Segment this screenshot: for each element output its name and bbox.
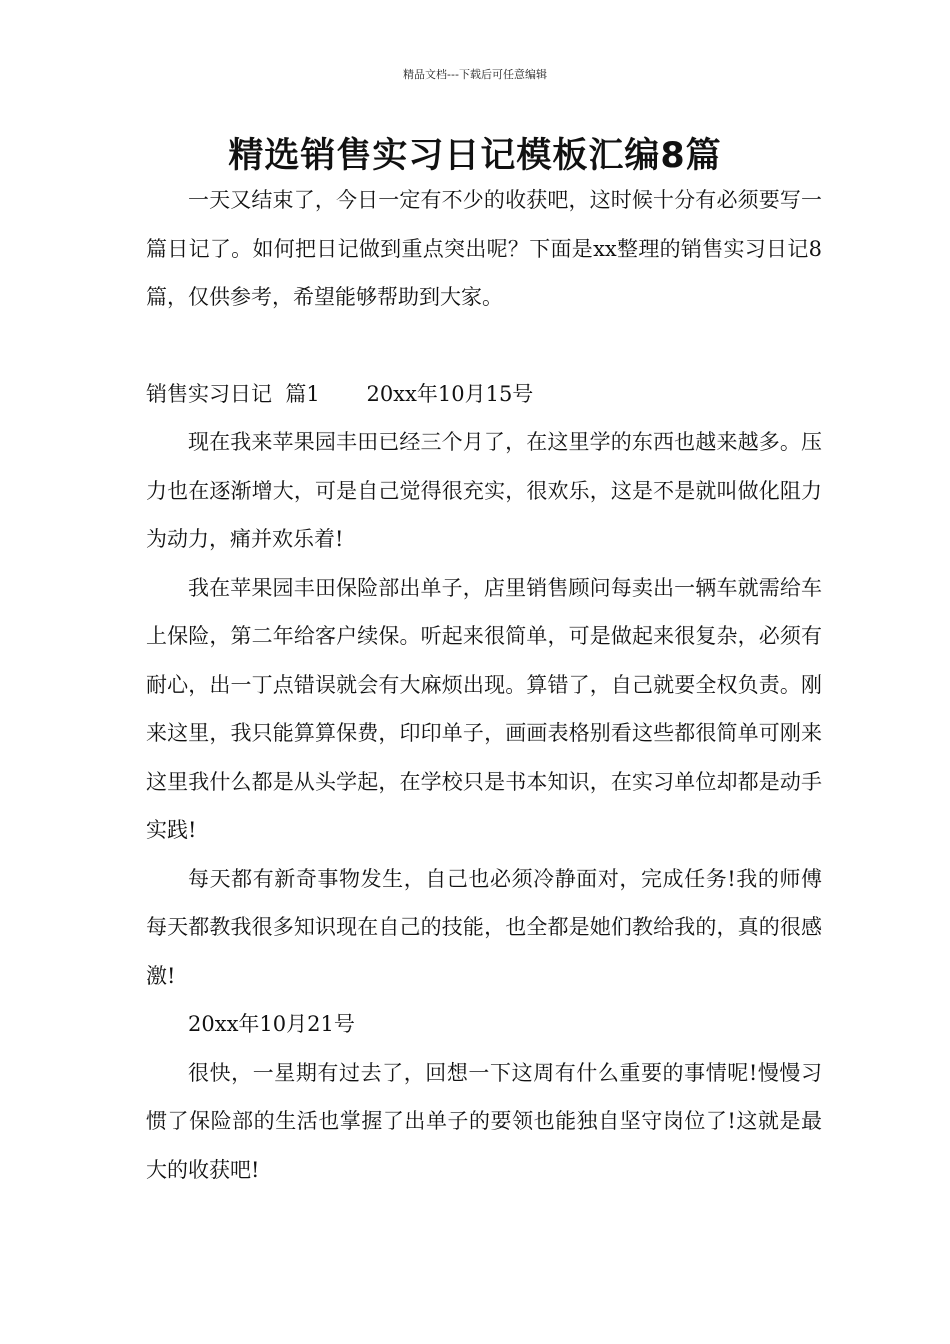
section-heading: 销售实习日记 篇1 <box>146 381 320 406</box>
body-paragraph-1: 现在我来苹果园丰田已经三个月了，在这里学的东西也越来越多。压力也在逐渐增大，可是自己觉得很充实，很欢乐，这是不是就叫做化阻力为动力，痛并欢乐着! <box>146 430 822 551</box>
entry-date: 20xx年10月21号 <box>188 1012 355 1036</box>
section-date: 20xx年10月15号 <box>366 381 534 406</box>
page-header: 精品文档---下载后可任意编辑 <box>403 68 547 81</box>
spacer <box>146 322 822 370</box>
body-paragraph-3: 每天都有新奇事物发生，自己也必须冷静面对，完成任务!我的师傅每天都教我很多知识现在自己的技能，也全都是她们教给我的，真的很感激! <box>146 866 822 988</box>
document-title: 精选销售实习日记模板汇编8篇 <box>228 136 722 176</box>
heading-date-spacer <box>320 382 367 406</box>
intro-paragraph: 一天又结束了，今日一定有不少的收获吧，这时候十分有必须要写一篇日记了。如何把日记做到重点突出呢？下面是xx整理的销售实习日记8篇，仅供参考，希望能够帮助到大家。 <box>146 188 822 309</box>
body-paragraph-2: 我在苹果园丰田保险部出单子，店里销售顾问每卖出一辆车就需给车上保险，第二年给客户续保。听起来很简单，可是做起来很复杂，必须有耐心，出一丁点错误就会有大麻烦出现。算错了，自己就要全权负责。刚来这里，我只能算算保费，印印单子，画画表格别看这些都很简单可刚来这里我什么都是从头学起，在学校只是书本知识，在实习单位却都是动手实践! <box>146 575 822 842</box>
section-heading-line <box>146 370 822 419</box>
document-body <box>146 176 822 1194</box>
body-paragraph-4: 很快，一星期有过去了，回想一下这周有什么重要的事情呢!慢慢习惯了保险部的生活也掌握了出单子的要领也能独自坚守岗位了!这就是最大的收获吧! <box>146 1060 822 1182</box>
